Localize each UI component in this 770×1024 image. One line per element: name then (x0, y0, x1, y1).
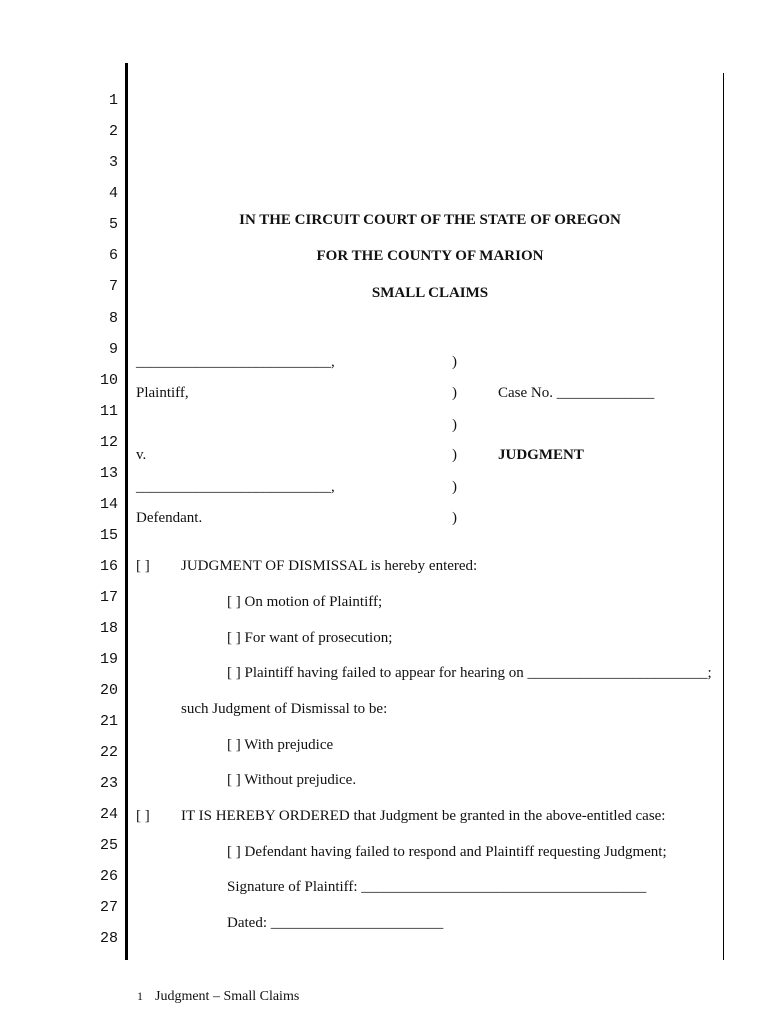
right-margin-rule (723, 73, 724, 960)
defendant-name-field[interactable]: __________________________, (136, 479, 335, 495)
line-number: 9 (108, 341, 118, 358)
line-number: 6 (108, 247, 118, 264)
line-number: 19 (99, 651, 118, 668)
line-number: 28 (99, 930, 118, 947)
versus-label: v. (136, 447, 147, 463)
footer-title: Judgment – Small Claims (155, 989, 300, 1004)
dismissal-checkbox[interactable]: [ ] (136, 558, 150, 574)
left-margin-rule (125, 63, 128, 960)
line-number: 10 (99, 372, 118, 389)
line-number: 21 (99, 713, 118, 730)
defendant-label: Defendant. (136, 510, 203, 526)
line-number: 13 (99, 465, 118, 482)
line-number: 26 (99, 868, 118, 885)
line-number: 20 (99, 682, 118, 699)
line-number: 14 (99, 496, 118, 513)
page-number: 1 (137, 989, 143, 1003)
line-number: 2 (108, 123, 118, 140)
ordered-heading: IT IS HEREBY ORDERED that Judgment be granted in the above-entitled case: (181, 808, 666, 824)
page-footer (137, 989, 299, 1005)
line-number: 4 (108, 185, 118, 202)
document-title: JUDGMENT (498, 447, 584, 463)
line-number: 25 (99, 837, 118, 854)
dismissal-heading: JUDGMENT OF DISMISSAL is hereby entered: (181, 558, 478, 574)
caption-paren: ) (452, 510, 457, 526)
caption-paren: ) (452, 354, 457, 370)
option-defendant-failed-respond[interactable]: [ ] Defendant having failed to respond and Plaintiff requesting Judgment; (227, 844, 667, 860)
court-heading: IN THE CIRCUIT COURT OF THE STATE OF OREGON (239, 212, 621, 228)
plaintiff-name-field[interactable]: __________________________, (136, 354, 335, 370)
caption-paren: ) (452, 479, 457, 495)
line-number: 24 (99, 806, 118, 823)
line-number: 11 (99, 403, 118, 420)
option-want-of-prosecution[interactable]: [ ] For want of prosecution; (227, 630, 393, 646)
line-number: 22 (99, 744, 118, 761)
line-number: 1 (108, 92, 118, 109)
line-number: 3 (108, 154, 118, 171)
line-number: 18 (99, 620, 118, 637)
line-number: 12 (99, 434, 118, 451)
option-without-prejudice[interactable]: [ ] Without prejudice. (227, 772, 357, 788)
option-motion-of-plaintiff[interactable]: [ ] On motion of Plaintiff; (227, 594, 383, 610)
line-number: 5 (108, 216, 118, 233)
case-number-field[interactable]: Case No. _____________ (498, 385, 655, 401)
ordered-checkbox[interactable]: [ ] (136, 808, 150, 824)
line-number: 16 (99, 558, 118, 575)
option-failed-to-appear[interactable]: [ ] Plaintiff having failed to appear for hearing on ________________________; (227, 665, 712, 681)
caption-paren: ) (452, 385, 457, 401)
dismissal-type-label: such Judgment of Dismissal to be: (181, 701, 388, 717)
line-number: 7 (108, 278, 118, 295)
option-with-prejudice[interactable]: [ ] With prejudice (227, 737, 334, 753)
county-heading: FOR THE COUNTY OF MARION (316, 248, 544, 264)
caption-paren: ) (452, 447, 457, 463)
line-number: 15 (99, 527, 118, 544)
division-heading: SMALL CLAIMS (371, 285, 489, 301)
caption-paren: ) (452, 417, 457, 433)
dated-field[interactable]: Dated: _______________________ (227, 915, 444, 931)
line-number: 23 (99, 775, 118, 792)
line-number: 17 (99, 589, 118, 606)
line-number: 8 (108, 310, 118, 327)
line-number: 27 (99, 899, 118, 916)
plaintiff-signature-field[interactable]: Signature of Plaintiff: ______________________________________ (227, 879, 647, 895)
plaintiff-label: Plaintiff, (136, 385, 189, 401)
